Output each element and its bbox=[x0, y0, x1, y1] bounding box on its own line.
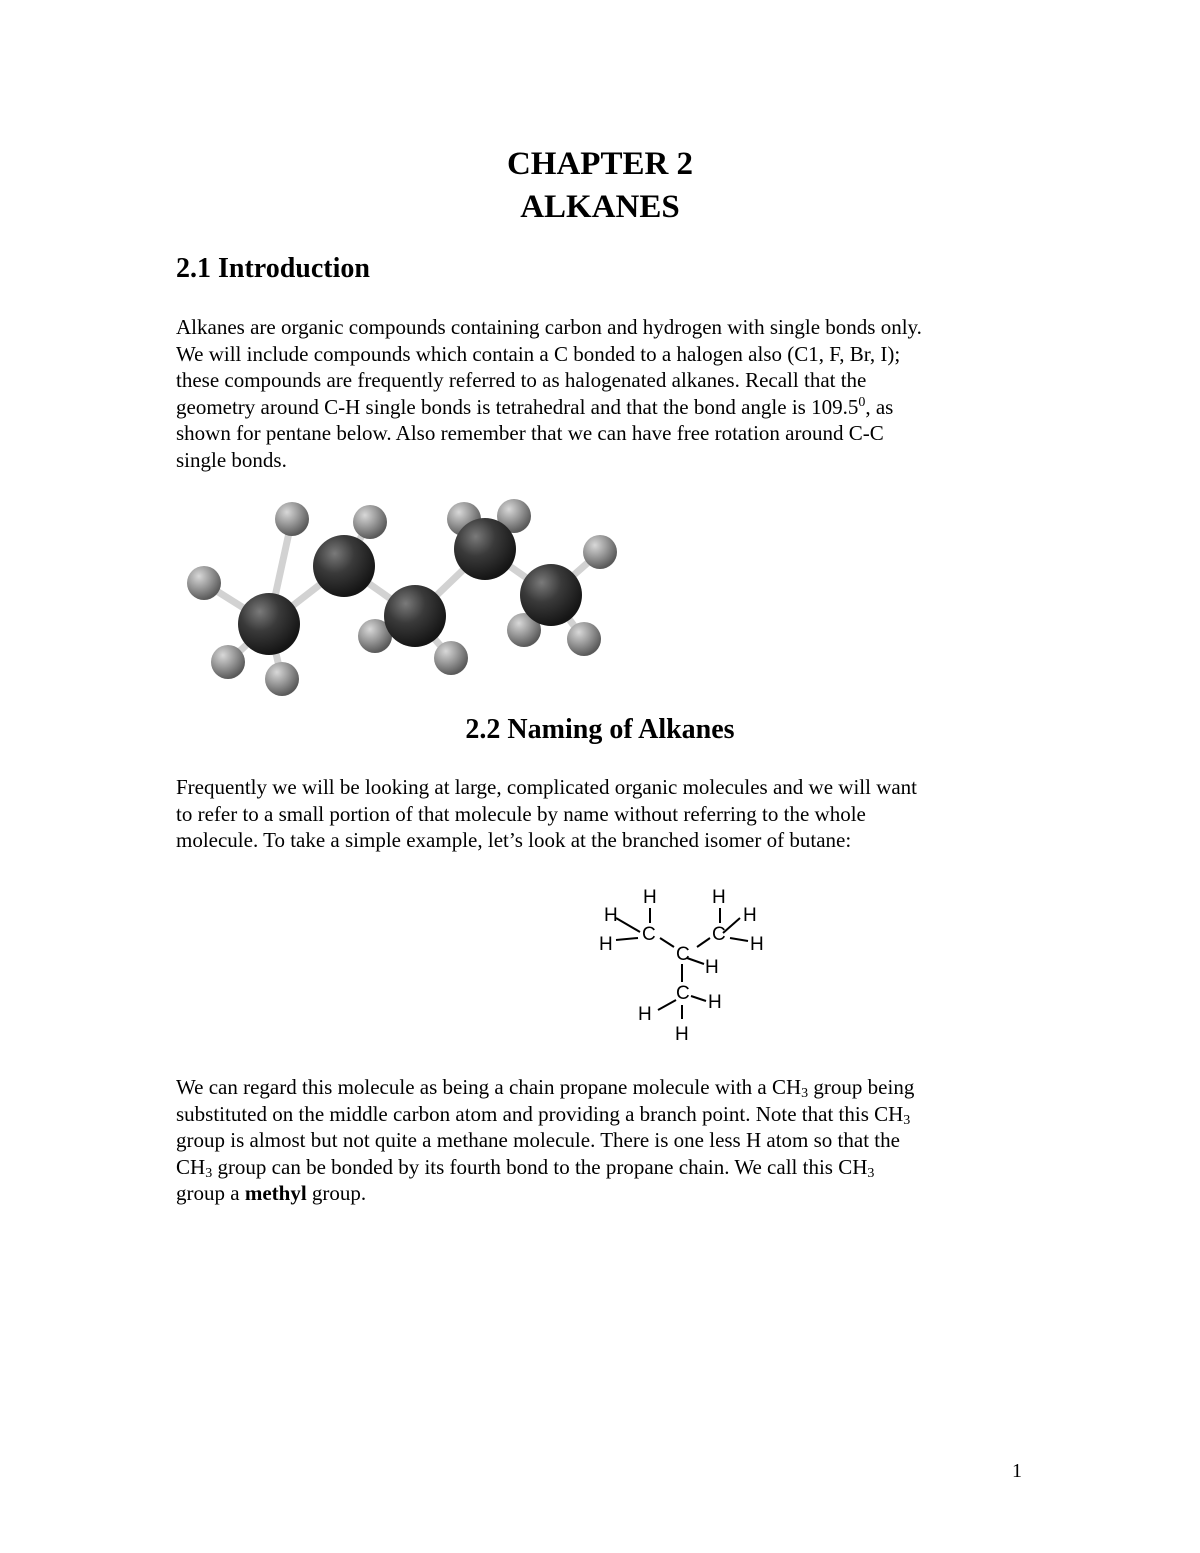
pentane-ball-and-stick-model bbox=[172, 476, 632, 712]
page-number: 1 bbox=[1012, 1460, 1022, 1482]
text-line: Alkanes are organic compounds containing carbon and hydrogen with single bonds only. bbox=[176, 315, 922, 339]
methyl-paragraph bbox=[176, 1074, 1056, 1207]
chapter-number: CHAPTER 2 bbox=[506, 146, 694, 182]
hydrogen-label: H bbox=[750, 934, 764, 955]
carbon-atom bbox=[520, 564, 582, 626]
text-run: group can be bonded by its fourth bond to the propane chain. We call this CH bbox=[212, 1154, 868, 1179]
text-line: single bonds. bbox=[176, 447, 287, 472]
text-run: group. bbox=[306, 1181, 367, 1205]
text-line: group is almost but not quite a methane molecule. There is one less H atom so that the bbox=[176, 1128, 900, 1152]
carbon-atom bbox=[238, 593, 300, 655]
text-run: CH bbox=[176, 1154, 206, 1179]
hydrogen-atom bbox=[567, 622, 601, 656]
hydrogen-label: H bbox=[604, 905, 618, 926]
text-line: these compounds are frequently referred to as halogenated alkanes. Recall that the bbox=[176, 368, 867, 392]
text-run: group a bbox=[176, 1181, 245, 1205]
hydrogen-label: H bbox=[708, 992, 722, 1013]
hydrogen-atom bbox=[211, 645, 245, 679]
carbon-atom bbox=[384, 585, 446, 647]
hydrogen-label: H bbox=[643, 887, 657, 908]
text-run: group being bbox=[808, 1075, 915, 1099]
isobutane-structural-formula bbox=[592, 878, 782, 1048]
text-line bbox=[176, 1180, 1056, 1207]
subscript: 3 bbox=[801, 1086, 809, 1101]
text-line bbox=[176, 1074, 1056, 1101]
text-line bbox=[176, 1154, 1056, 1181]
text-run: substituted on the middle carbon atom and providing a branch point. Note that this CH bbox=[176, 1101, 904, 1126]
section-heading-naming: 2.2 Naming of Alkanes bbox=[465, 714, 735, 745]
naming-paragraph bbox=[176, 774, 1056, 854]
subscript: 3 bbox=[867, 1165, 875, 1181]
text-line: to refer to a small portion of that molecule by name without referring to the whole bbox=[176, 801, 866, 826]
text-run: , as bbox=[865, 394, 894, 419]
hydrogen-atom bbox=[434, 641, 468, 675]
hydrogen-label: H bbox=[705, 957, 719, 978]
hydrogen-atom bbox=[275, 502, 309, 536]
methyl-term: methyl bbox=[244, 1181, 307, 1205]
text-run: geometry around C-H single bonds is tetrahedral and that the bond angle is 109.5 bbox=[176, 394, 859, 419]
hydrogen-label: H bbox=[675, 1024, 689, 1045]
hydrogen-atom bbox=[353, 505, 387, 539]
carbon-label: C bbox=[642, 924, 656, 945]
subscript: 3 bbox=[205, 1165, 213, 1181]
carbon-label: C bbox=[676, 983, 690, 1004]
text-line bbox=[176, 1101, 1056, 1128]
carbon-atom bbox=[313, 535, 375, 597]
degree-superscript: 0 bbox=[858, 394, 866, 410]
text-run: We can regard this molecule as being a chain propane molecule with a CH bbox=[176, 1075, 802, 1099]
hydrogen-atom bbox=[187, 566, 221, 600]
introduction-paragraph bbox=[176, 314, 1056, 473]
hydrogen-atom bbox=[583, 535, 617, 569]
carbon-label: C bbox=[712, 924, 726, 945]
hydrogen-label: H bbox=[712, 887, 726, 908]
text-line bbox=[176, 394, 1056, 421]
chapter-title: ALKANES bbox=[520, 189, 680, 225]
text-line: We will include compounds which contain a C bonded to a halogen also (C1, F, Br, I); bbox=[176, 341, 901, 366]
hydrogen-label: H bbox=[599, 934, 613, 955]
text-line: shown for pentane below. Also remember that we can have free rotation around C-C bbox=[176, 421, 884, 445]
carbon-label: C bbox=[676, 944, 690, 965]
section-heading-introduction: 2.1 Introduction bbox=[176, 253, 370, 284]
text-line: molecule. To take a simple example, let’s look at the branched isomer of butane: bbox=[176, 828, 852, 852]
carbon-atom bbox=[454, 518, 516, 580]
hydrogen-atom bbox=[265, 662, 299, 696]
subscript: 3 bbox=[903, 1112, 911, 1128]
hydrogen-label: H bbox=[638, 1004, 652, 1025]
text-line: Frequently we will be looking at large, complicated organic molecules and we will want bbox=[176, 775, 918, 799]
hydrogen-label: H bbox=[743, 905, 757, 926]
